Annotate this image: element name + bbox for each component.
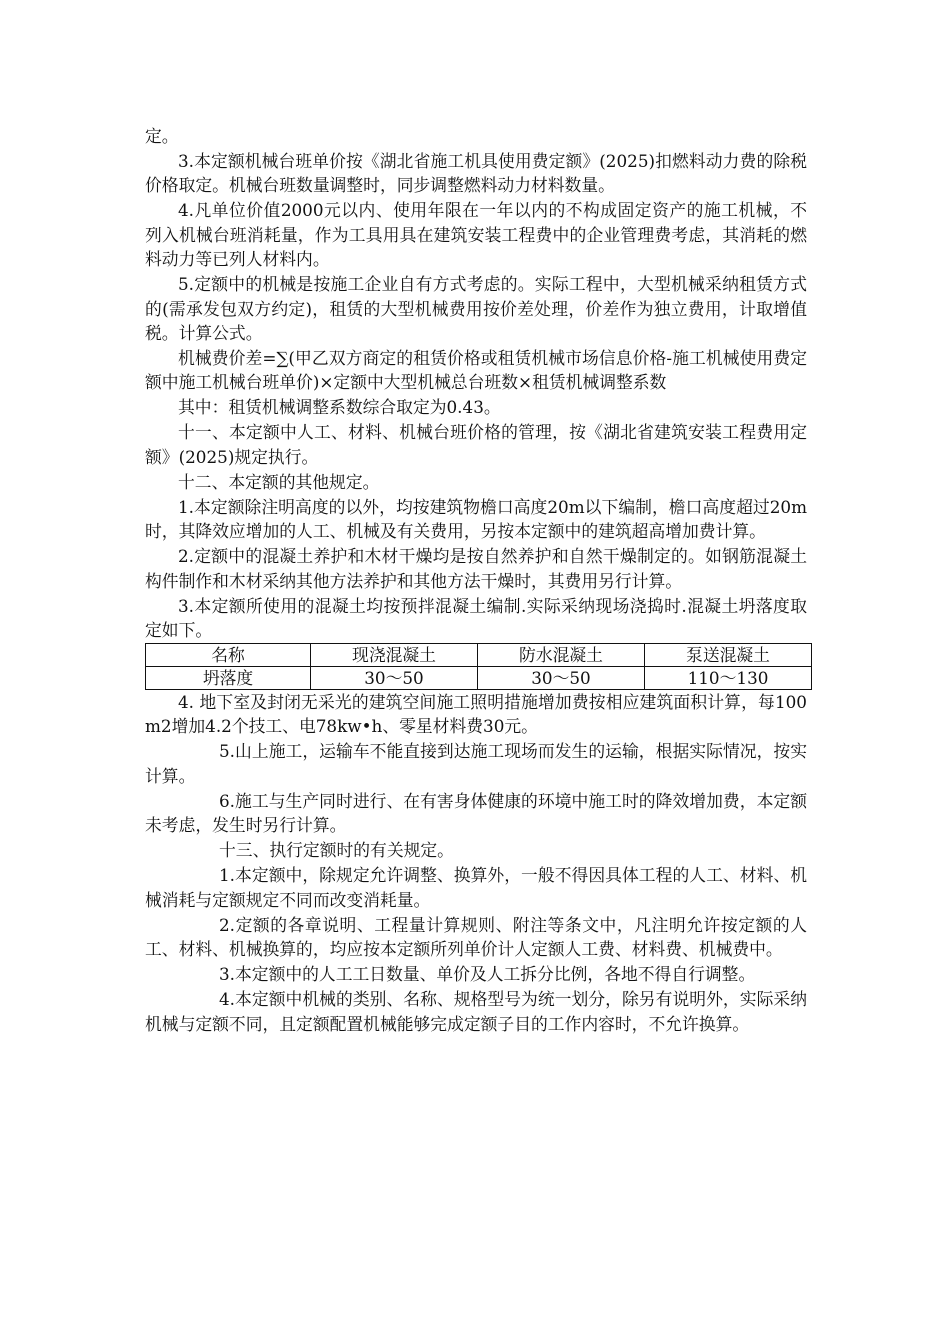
table-row xyxy=(146,667,812,690)
paragraph: 6.施工与生产同时进行、在有害身体健康的环境中施工时的降效增加费，本定额未考虑，发生时另行计算。 xyxy=(145,790,807,836)
table-header-row xyxy=(146,644,812,667)
section-heading: 十一、本定额中人工、材料、机械台班价格的管理，按《湖北省建筑安装工程费用定额》(2025)规定执行。 xyxy=(145,422,807,467)
paragraph: 5.定额中的机械是按施工企业自有方式考虑的。实际工程中，大型机械采纳租赁方式的(需承发包双方约定)，租赁的大型机械费用按价差处理，价差作为独立费用，计取增值税。计算公式。 xyxy=(145,274,807,344)
paragraph: 3.本定额机械台班单价按《湖北省施工机具使用费定额》(2025)扣燃料动力费的除税价格取定。机械台班数量调整时，同步调整燃料动力材料数量。 xyxy=(145,151,807,196)
table-cell: 30～50 xyxy=(311,667,478,690)
paragraph: 1.本定额中，除规定允许调整、换算外，一般不得因具体工程的人工、材料、机械消耗与定额规定不同而改变消耗量。 xyxy=(145,865,807,910)
paragraph: 4. 地下室及封闭无采光的建筑空间施工照明措施增加费按相应建筑面积计算，每100m2增加4.2个技工、电78kw•h、零星材料费30元。 xyxy=(145,692,807,737)
paragraph: 3.本定额中的人工工日数量、单价及人工拆分比例，各地不得自行调整。 xyxy=(219,964,756,985)
table-cell: 110～130 xyxy=(645,667,812,690)
document-page xyxy=(145,124,807,1037)
table-cell: 坍落度 xyxy=(146,667,311,690)
paragraphs-after xyxy=(145,690,807,1036)
section-heading: 十三、执行定额时的有关规定。 xyxy=(219,840,454,861)
paragraph: 定。 xyxy=(145,126,179,146)
table-header-cell: 防水混凝土 xyxy=(478,644,645,667)
formula-paragraph: 机械费价差=∑(甲乙双方商定的租赁价格或租赁机械市场信息价格-施工机械使用费定额中施工机械台班单价)×定额中大型机械总台班数×租赁机械调整系数 xyxy=(145,348,807,393)
slump-table xyxy=(145,643,812,690)
paragraph: 3.本定额所使用的混凝土均按预拌混凝土编制.实际采纳现场浇捣时.混凝土坍落度取定如下。 xyxy=(145,595,807,641)
paragraph: 其中：租赁机械调整系数综合取定为0.43。 xyxy=(178,397,501,418)
paragraphs-before xyxy=(145,124,807,642)
paragraph: 2.定额中的混凝土养护和木材干燥均是按自然养护和自然干燥制定的。如钢筋混凝土构件制作和木材采纳其他方法养护和其他方法干燥时，其费用另行计算。 xyxy=(145,546,807,591)
table-header-cell: 现浇混凝土 xyxy=(311,644,478,667)
table-cell: 30～50 xyxy=(478,667,645,690)
table-header-cell: 名称 xyxy=(146,644,311,667)
paragraph: 2.定额的各章说明、工程量计算规则、附注等条文中，凡注明允许按定额的人工、材料、机械换算的，均应按本定额所列单价计人定额人工费、材料费、机械费中。 xyxy=(145,914,807,960)
section-heading: 十二、本定额的其他规定。 xyxy=(178,471,380,492)
paragraph: 4.本定额中机械的类别、名称、规格型号为统一划分，除另有说明外，实际采纳机械与定额不同，且定额配置机械能够完成定额子目的工作内容时，不允许换算。 xyxy=(145,989,807,1034)
paragraph: 1.本定额除注明高度的以外，均按建筑物檐口高度20m以下编制，檐口高度超过20m时，其降效应增加的人工、机械及有关费用，另按本定额中的建筑超高增加费计算。 xyxy=(145,496,807,542)
paragraph: 4.凡单位价值2000元以内、使用年限在一年以内的不构成固定资产的施工机械，不列入机械台班消耗量，作为工具用具在建筑安装工程费中的企业管理费考虑，其消耗的燃料动力等已列人材料内。 xyxy=(145,200,807,270)
paragraph: 5.山上施工，运输车不能直接到达施工现场而发生的运输，根据实际情况，按实计算。 xyxy=(145,741,807,786)
table-header-cell: 泵送混凝土 xyxy=(645,644,812,667)
